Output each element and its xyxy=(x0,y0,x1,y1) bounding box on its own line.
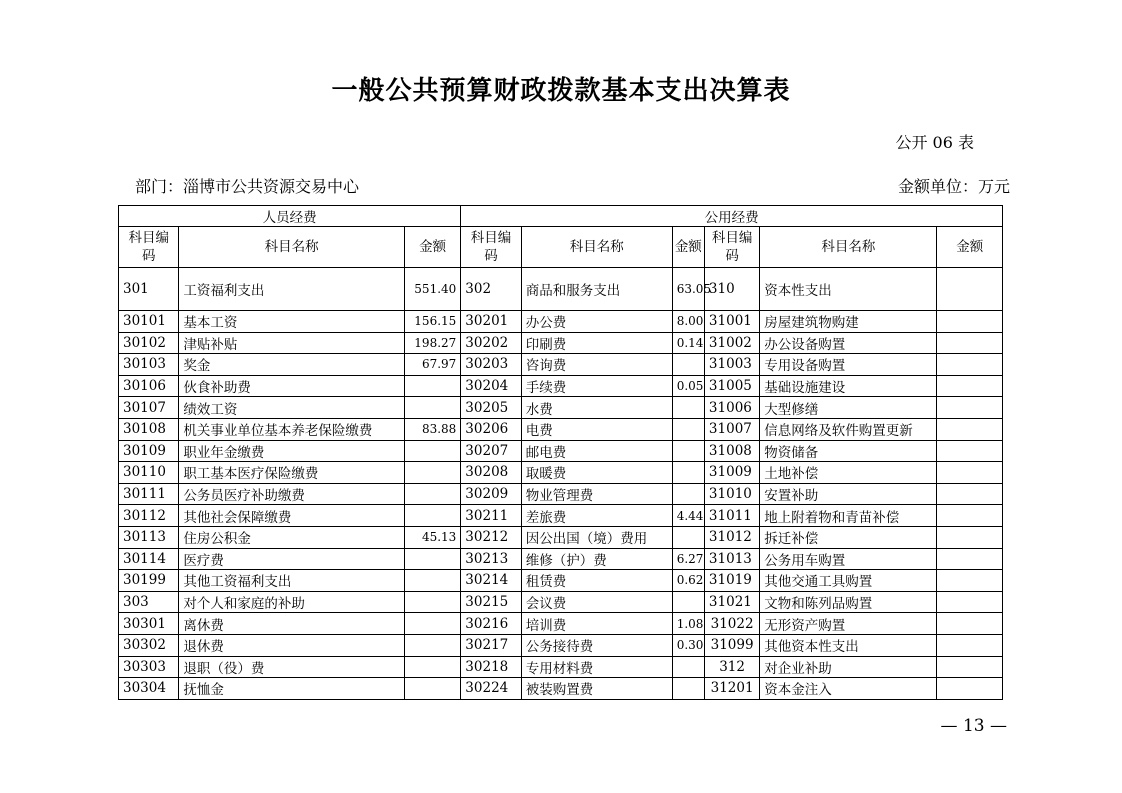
personnel-name-cell: 退休费 xyxy=(179,634,405,656)
capital-name-cell: 无形资产购置 xyxy=(760,613,937,635)
public-code-cell: 30218 xyxy=(461,656,521,678)
personnel-name-cell: 伙食补助费 xyxy=(179,375,405,397)
capital-name-cell: 资本金注入 xyxy=(760,678,937,700)
personnel-code-cell: 30111 xyxy=(119,483,179,505)
capital-code-cell: 31008 xyxy=(704,440,759,462)
amount-unit-label: 金额单位：万元 xyxy=(897,177,1010,196)
personnel-amount-cell xyxy=(404,548,460,570)
col-name-1: 科目名称 xyxy=(179,227,405,268)
personnel-code-cell: 30114 xyxy=(119,548,179,570)
personnel-code-cell: 30112 xyxy=(119,505,179,527)
public-code-cell: 30201 xyxy=(461,311,521,333)
capital-code-cell: 31010 xyxy=(704,483,759,505)
personnel-amount-cell xyxy=(404,613,460,635)
personnel-name-cell: 机关事业单位基本养老保险缴费 xyxy=(179,418,405,440)
public-name-cell: 水费 xyxy=(521,397,672,419)
col-code-1: 科目编码 xyxy=(119,227,179,268)
table-row xyxy=(119,375,1003,397)
col-amount-2: 金额 xyxy=(672,227,704,268)
capital-name-cell: 其他资本性支出 xyxy=(760,634,937,656)
public-name-cell: 维修（护）费 xyxy=(521,548,672,570)
capital-code-cell: 31006 xyxy=(704,397,759,419)
capital-name-cell: 基础设施建设 xyxy=(760,375,937,397)
public-name-cell: 被装购置费 xyxy=(521,678,672,700)
capital-amount-cell xyxy=(937,483,1003,505)
personnel-code-cell: 303 xyxy=(119,591,179,613)
capital-code-cell: 31022 xyxy=(704,613,759,635)
personnel-amount-cell: 83.88 xyxy=(404,418,460,440)
capital-amount-cell xyxy=(937,462,1003,484)
public-name-cell: 租赁费 xyxy=(521,570,672,592)
public-name-cell: 因公出国（境）费用 xyxy=(521,526,672,548)
department-label: 部门：淄博市公共资源交易中心 xyxy=(135,177,360,196)
personnel-name-cell: 退职（役）费 xyxy=(179,656,405,678)
personnel-name-cell: 离休费 xyxy=(179,613,405,635)
public-name-cell: 手续费 xyxy=(521,375,672,397)
capital-amount-cell xyxy=(937,311,1003,333)
form-number: 公开 06 表 xyxy=(895,133,974,152)
capital-code-cell: 31012 xyxy=(704,526,759,548)
personnel-amount-cell xyxy=(404,678,460,700)
public-amount-cell: 6.27 xyxy=(672,548,704,570)
public-code-cell: 30202 xyxy=(461,332,521,354)
public-name-cell: 取暖费 xyxy=(521,462,672,484)
public-code-cell: 30224 xyxy=(461,678,521,700)
table-row xyxy=(119,483,1003,505)
public-amount-cell: 63.05 xyxy=(672,268,704,311)
capital-name-cell: 土地补偿 xyxy=(760,462,937,484)
personnel-amount-cell: 198.27 xyxy=(404,332,460,354)
personnel-name-cell: 医疗费 xyxy=(179,548,405,570)
capital-code-cell: 310 xyxy=(704,268,759,311)
personnel-amount-cell xyxy=(404,505,460,527)
personnel-amount-cell xyxy=(404,397,460,419)
table-row xyxy=(119,613,1003,635)
personnel-code-cell: 30101 xyxy=(119,311,179,333)
public-amount-cell: 0.62 xyxy=(672,570,704,592)
public-amount-cell xyxy=(672,656,704,678)
personnel-amount-cell xyxy=(404,634,460,656)
public-amount-cell xyxy=(672,591,704,613)
public-amount-cell xyxy=(672,440,704,462)
personnel-name-cell: 抚恤金 xyxy=(179,678,405,700)
capital-amount-cell xyxy=(937,613,1003,635)
public-amount-cell xyxy=(672,678,704,700)
personnel-amount-cell: 45.13 xyxy=(404,526,460,548)
capital-code-cell: 312 xyxy=(704,656,759,678)
personnel-name-cell: 基本工资 xyxy=(179,311,405,333)
capital-code-cell: 31001 xyxy=(704,311,759,333)
personnel-name-cell: 对个人和家庭的补助 xyxy=(179,591,405,613)
capital-amount-cell xyxy=(937,375,1003,397)
col-amount-1: 金额 xyxy=(404,227,460,268)
personnel-code-cell: 30102 xyxy=(119,332,179,354)
table-row xyxy=(119,268,1003,311)
capital-amount-cell xyxy=(937,634,1003,656)
capital-code-cell: 31011 xyxy=(704,505,759,527)
personnel-code-cell: 30302 xyxy=(119,634,179,656)
public-name-cell: 物业管理费 xyxy=(521,483,672,505)
capital-amount-cell xyxy=(937,591,1003,613)
table-row xyxy=(119,591,1003,613)
personnel-code-cell: 30303 xyxy=(119,656,179,678)
capital-code-cell: 31099 xyxy=(704,634,759,656)
public-code-cell: 30214 xyxy=(461,570,521,592)
personnel-code-cell: 30301 xyxy=(119,613,179,635)
public-amount-cell: 0.14 xyxy=(672,332,704,354)
col-amount-3: 金额 xyxy=(937,227,1003,268)
column-header-row xyxy=(119,227,1003,268)
personnel-amount-cell xyxy=(404,375,460,397)
capital-name-cell: 拆迁补偿 xyxy=(760,526,937,548)
capital-code-cell: 31021 xyxy=(704,591,759,613)
public-name-cell: 电费 xyxy=(521,418,672,440)
table-row xyxy=(119,505,1003,527)
public-name-cell: 公务接待费 xyxy=(521,634,672,656)
table-row xyxy=(119,678,1003,700)
table-row xyxy=(119,634,1003,656)
public-code-cell: 30203 xyxy=(461,354,521,376)
public-code-cell: 30212 xyxy=(461,526,521,548)
public-name-cell: 专用材料费 xyxy=(521,656,672,678)
capital-amount-cell xyxy=(937,548,1003,570)
col-name-2: 科目名称 xyxy=(521,227,672,268)
personnel-name-cell: 职工基本医疗保险缴费 xyxy=(179,462,405,484)
capital-name-cell: 房屋建筑物购建 xyxy=(760,311,937,333)
capital-code-cell: 31201 xyxy=(704,678,759,700)
capital-name-cell: 物资储备 xyxy=(760,440,937,462)
capital-amount-cell xyxy=(937,332,1003,354)
capital-code-cell: 31013 xyxy=(704,548,759,570)
group-public-header: 公用经费 xyxy=(461,206,1003,227)
public-code-cell: 30205 xyxy=(461,397,521,419)
personnel-name-cell: 其他工资福利支出 xyxy=(179,570,405,592)
public-name-cell: 培训费 xyxy=(521,613,672,635)
personnel-name-cell: 津贴补贴 xyxy=(179,332,405,354)
public-amount-cell: 0.30 xyxy=(672,634,704,656)
public-name-cell: 邮电费 xyxy=(521,440,672,462)
public-name-cell: 咨询费 xyxy=(521,354,672,376)
public-amount-cell: 1.08 xyxy=(672,613,704,635)
public-code-cell: 30206 xyxy=(461,418,521,440)
capital-amount-cell xyxy=(937,505,1003,527)
public-code-cell: 30209 xyxy=(461,483,521,505)
table-row xyxy=(119,656,1003,678)
capital-code-cell: 31003 xyxy=(704,354,759,376)
personnel-code-cell: 30107 xyxy=(119,397,179,419)
table-row xyxy=(119,440,1003,462)
capital-name-cell: 对企业补助 xyxy=(760,656,937,678)
capital-name-cell: 公务用车购置 xyxy=(760,548,937,570)
public-amount-cell xyxy=(672,397,704,419)
capital-amount-cell xyxy=(937,268,1003,311)
personnel-code-cell: 301 xyxy=(119,268,179,311)
capital-name-cell: 地上附着物和青苗补偿 xyxy=(760,505,937,527)
personnel-name-cell: 职业年金缴费 xyxy=(179,440,405,462)
personnel-amount-cell: 551.40 xyxy=(404,268,460,311)
personnel-amount-cell xyxy=(404,656,460,678)
public-amount-cell xyxy=(672,462,704,484)
public-name-cell: 办公费 xyxy=(521,311,672,333)
capital-name-cell: 大型修缮 xyxy=(760,397,937,419)
capital-name-cell: 安置补助 xyxy=(760,483,937,505)
public-name-cell: 商品和服务支出 xyxy=(521,268,672,311)
capital-name-cell: 资本性支出 xyxy=(760,268,937,311)
personnel-name-cell: 公务员医疗补助缴费 xyxy=(179,483,405,505)
personnel-amount-cell: 67.97 xyxy=(404,354,460,376)
personnel-code-cell: 30113 xyxy=(119,526,179,548)
public-code-cell: 30215 xyxy=(461,591,521,613)
public-amount-cell: 8.00 xyxy=(672,311,704,333)
public-amount-cell xyxy=(672,526,704,548)
personnel-name-cell: 其他社会保障缴费 xyxy=(179,505,405,527)
capital-name-cell: 信息网络及软件购置更新 xyxy=(760,418,937,440)
capital-amount-cell xyxy=(937,354,1003,376)
personnel-name-cell: 住房公积金 xyxy=(179,526,405,548)
personnel-code-cell: 30199 xyxy=(119,570,179,592)
public-amount-cell xyxy=(672,354,704,376)
table-row xyxy=(119,418,1003,440)
personnel-name-cell: 奖金 xyxy=(179,354,405,376)
personnel-code-cell: 30110 xyxy=(119,462,179,484)
public-code-cell: 30217 xyxy=(461,634,521,656)
capital-amount-cell xyxy=(937,570,1003,592)
table-row xyxy=(119,354,1003,376)
personnel-amount-cell xyxy=(404,440,460,462)
public-code-cell: 30211 xyxy=(461,505,521,527)
capital-amount-cell xyxy=(937,397,1003,419)
col-name-3: 科目名称 xyxy=(760,227,937,268)
capital-code-cell: 31009 xyxy=(704,462,759,484)
group-header-row xyxy=(119,206,1003,227)
capital-code-cell: 31005 xyxy=(704,375,759,397)
table-row xyxy=(119,332,1003,354)
public-amount-cell xyxy=(672,418,704,440)
capital-amount-cell xyxy=(937,678,1003,700)
personnel-amount-cell xyxy=(404,591,460,613)
public-code-cell: 302 xyxy=(461,268,521,311)
table-row xyxy=(119,570,1003,592)
table-row xyxy=(119,548,1003,570)
public-amount-cell: 4.44 xyxy=(672,505,704,527)
capital-code-cell: 31007 xyxy=(704,418,759,440)
personnel-amount-cell xyxy=(404,570,460,592)
personnel-amount-cell xyxy=(404,462,460,484)
page-number: — 13 — xyxy=(940,716,1007,736)
capital-amount-cell xyxy=(937,440,1003,462)
table-row xyxy=(119,397,1003,419)
table-row xyxy=(119,526,1003,548)
personnel-name-cell: 绩效工资 xyxy=(179,397,405,419)
personnel-code-cell: 30108 xyxy=(119,418,179,440)
table-row xyxy=(119,462,1003,484)
personnel-amount-cell xyxy=(404,483,460,505)
capital-amount-cell xyxy=(937,418,1003,440)
personnel-code-cell: 30109 xyxy=(119,440,179,462)
personnel-code-cell: 30304 xyxy=(119,678,179,700)
capital-amount-cell xyxy=(937,526,1003,548)
public-code-cell: 30204 xyxy=(461,375,521,397)
public-code-cell: 30208 xyxy=(461,462,521,484)
table-row xyxy=(119,311,1003,333)
col-code-3: 科目编码 xyxy=(704,227,759,268)
page-title: 一般公共预算财政拨款基本支出决算表 xyxy=(331,76,791,106)
public-amount-cell: 0.05 xyxy=(672,375,704,397)
personnel-code-cell: 30106 xyxy=(119,375,179,397)
capital-amount-cell xyxy=(937,656,1003,678)
group-personnel-header: 人员经费 xyxy=(119,206,461,227)
capital-name-cell: 专用设备购置 xyxy=(760,354,937,376)
personnel-code-cell: 30103 xyxy=(119,354,179,376)
capital-name-cell: 办公设备购置 xyxy=(760,332,937,354)
capital-code-cell: 31002 xyxy=(704,332,759,354)
public-name-cell: 差旅费 xyxy=(521,505,672,527)
public-code-cell: 30213 xyxy=(461,548,521,570)
personnel-amount-cell: 156.15 xyxy=(404,311,460,333)
public-code-cell: 30216 xyxy=(461,613,521,635)
budget-table xyxy=(118,205,1003,700)
col-code-2: 科目编码 xyxy=(461,227,521,268)
capital-code-cell: 31019 xyxy=(704,570,759,592)
personnel-name-cell: 工资福利支出 xyxy=(179,268,405,311)
public-code-cell: 30207 xyxy=(461,440,521,462)
capital-name-cell: 其他交通工具购置 xyxy=(760,570,937,592)
public-amount-cell xyxy=(672,483,704,505)
public-name-cell: 印刷费 xyxy=(521,332,672,354)
capital-name-cell: 文物和陈列品购置 xyxy=(760,591,937,613)
public-name-cell: 会议费 xyxy=(521,591,672,613)
